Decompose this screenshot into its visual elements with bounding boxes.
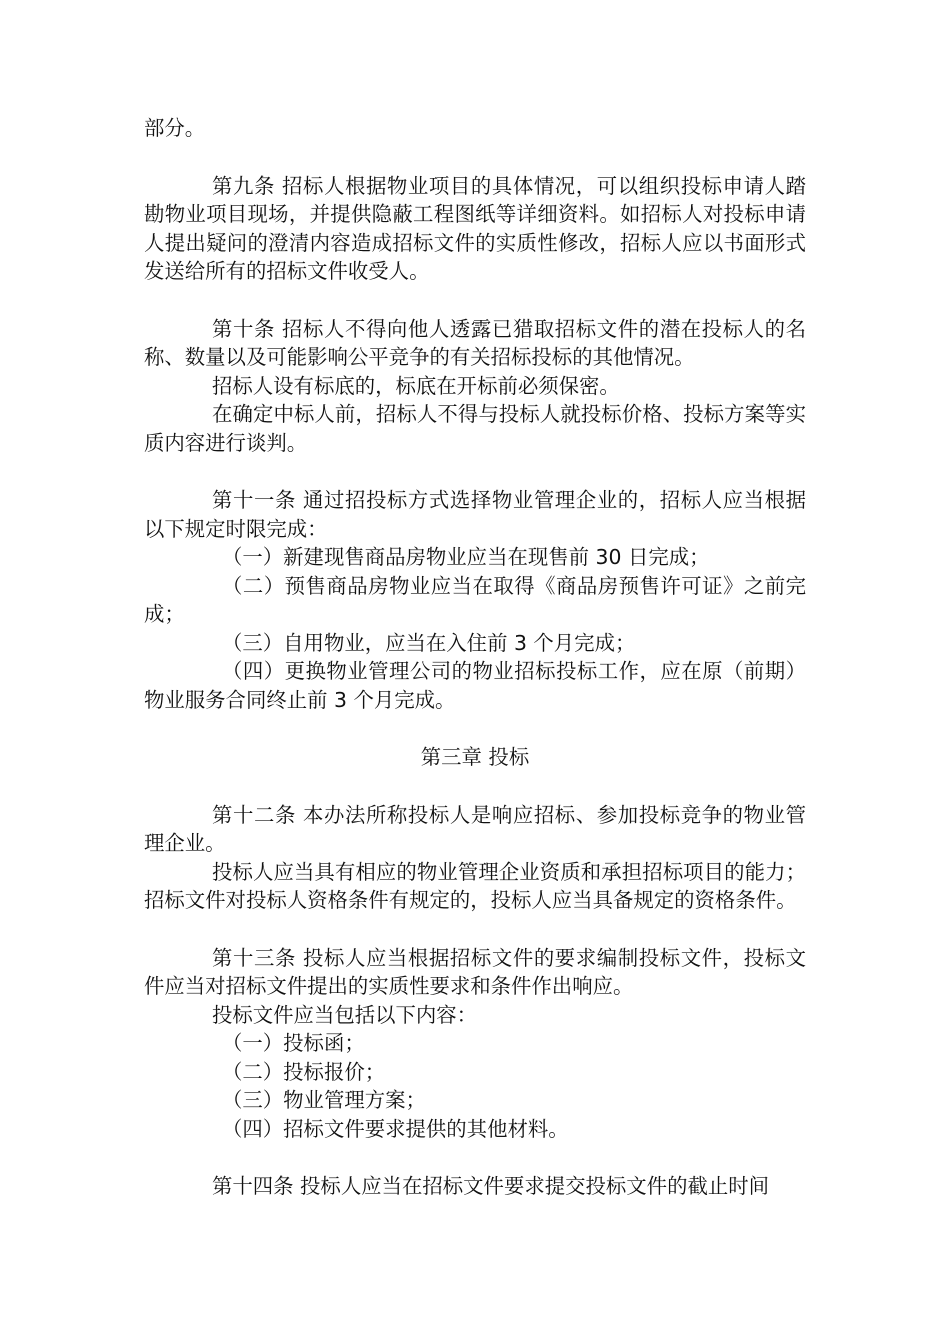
article-10-paragraph-2: 招标人设有标底的，标底在开标前必须保密。	[212, 373, 620, 398]
article-11-item-4: （四）更换物业管理公司的物业招标投标工作，应在原（前期）物业服务合同终止前 3 个月完成。	[144, 659, 806, 712]
chapter-heading: 第三章 投标	[420, 745, 530, 769]
article-10: 第十条 招标人不得向他人透露已猎取招标文件的潜在投标人的名称、数量以及可能影响公平竞争的有关招标投标的其他情况。	[144, 316, 806, 369]
article-14: 第十四条 投标人应当在招标文件要求提交投标文件的截止时间	[212, 1174, 770, 1198]
article-12-paragraph-2: 投标人应当具有相应的物业管理企业资质和承担招标项目的能力；招标文件对投标人资格条件有规定的，投标人应当具备规定的资格条件。	[144, 859, 806, 912]
article-13: 第十三条 投标人应当根据招标文件的要求编制投标文件，投标文件应当对招标文件提出的实质性要求和条件作出响应。	[144, 945, 806, 998]
article-11-item-1: （一）新建现售商品房物业应当在现售前 30 日完成；	[222, 545, 710, 569]
article-13-item-1: （一）投标函；	[222, 1031, 365, 1055]
article-11-item-2: （二）预售商品房物业应当在取得《商品房预售许可证》之前完成；	[144, 573, 806, 626]
article-10-paragraph-3: 在确定中标人前，招标人不得与投标人就投标价格、投标方案等实质内容进行谈判。	[144, 402, 806, 455]
article-13-item-2: （二）投标报价；	[222, 1059, 386, 1084]
article-13-paragraph-2: 投标文件应当包括以下内容：	[212, 1002, 478, 1027]
article-9: 第九条 招标人根据物业项目的具体情况，可以组织投标申请人踏勘物业项目现场，并提供隐蔽工程图纸等详细资料。如招标人对投标申请人提出疑问的澄清内容造成招标文件的实质性修改，招标人应以书面形式发送给所有的招标文件收受人。	[144, 173, 806, 283]
document-page	[144, 114, 806, 1201]
article-12: 第十二条 本办法所称投标人是响应招标、参加投标竞争的物业管理企业。	[144, 802, 806, 855]
article-13-item-3: （三）物业管理方案；	[222, 1088, 426, 1112]
paragraph-continuation: 部分。	[144, 116, 206, 140]
article-11-item-3: （三）自用物业，应当在入住前 3 个月完成；	[222, 630, 636, 655]
article-13-item-4: （四）招标文件要求提供的其他材料。	[222, 1116, 569, 1141]
article-11: 第十一条 通过招投标方式选择物业管理企业的，招标人应当根据以下规定时限完成：	[144, 488, 806, 541]
